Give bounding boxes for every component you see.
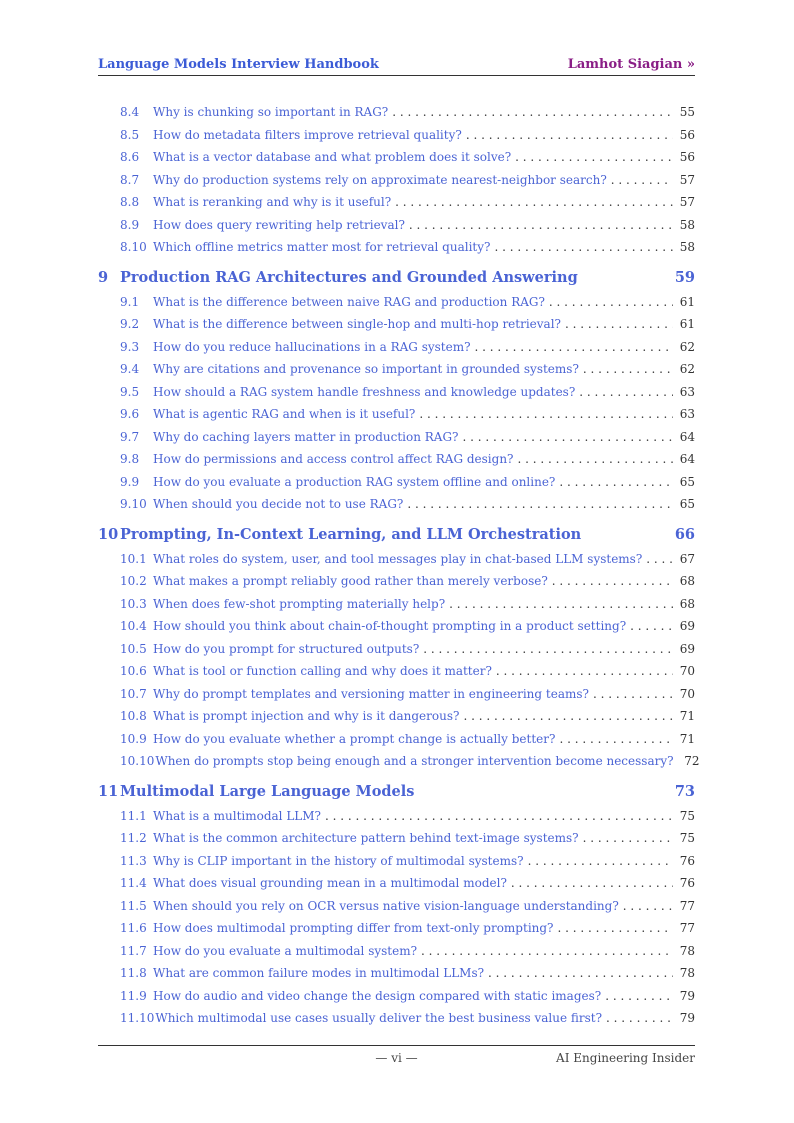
toc-entry-number: 11.2 [120, 831, 147, 845]
toc-entry-number: 11.4 [120, 876, 147, 890]
dot-leader [558, 917, 674, 940]
toc-entry-title[interactable]: What is a multimodal LLM? [153, 808, 321, 823]
toc-entry-number: 9.3 [120, 339, 140, 354]
toc-entry-title[interactable]: How should a RAG system handle freshness and knowledge updates? [153, 384, 576, 399]
dot-leader [528, 850, 673, 873]
toc-entry-number: 11.6 [120, 921, 147, 935]
toc-entry-number: 8.6 [120, 150, 140, 164]
toc-entry-title[interactable]: Why do prompt templates and versioning matter in engineering teams? [153, 686, 589, 701]
dot-leader [421, 940, 673, 963]
toc-entry[interactable] [98, 236, 695, 259]
toc-entry-page[interactable]: 71 [679, 709, 695, 723]
toc-entry-title[interactable]: What is agentic RAG and when is it useful? [153, 407, 416, 421]
toc-entry-page[interactable]: 69 [679, 619, 695, 633]
toc-chapter-number: 10 [98, 525, 119, 543]
toc-entry-number: 11.10 [120, 1011, 155, 1025]
toc-entry[interactable] [98, 705, 695, 728]
toc-entry-number: 9.6 [120, 407, 140, 421]
toc-entry-title[interactable]: What roles do system, user, and tool messages play in chat-based LLM systems? [153, 551, 643, 566]
toc-entry-title[interactable]: How do you prompt for structured outputs? [153, 641, 420, 656]
running-footer [98, 1045, 695, 1070]
toc-entry-number: 9.10 [120, 497, 147, 511]
toc-entry[interactable] [98, 895, 695, 918]
toc-entry[interactable] [98, 403, 695, 426]
toc-entry-page[interactable]: 58 [679, 240, 695, 254]
toc-entry[interactable] [98, 101, 695, 124]
toc-entry-title[interactable]: Which offline metrics matter most for retrieval quality? [153, 240, 491, 254]
toc-entry-title[interactable]: What is the common architecture pattern behind text-image systems? [153, 831, 579, 845]
toc-entry-page[interactable]: 75 [679, 831, 695, 845]
toc-entry-number: 10.7 [120, 686, 147, 701]
toc-entry-title[interactable]: When should you decide not to use RAG? [153, 497, 404, 511]
dot-leader [475, 336, 673, 359]
toc-entry-page[interactable]: 64 [679, 429, 695, 444]
toc-entry-page[interactable]: 71 [679, 731, 695, 746]
toc-entry[interactable] [98, 471, 695, 494]
dot-leader [325, 805, 673, 828]
toc-entry[interactable] [98, 191, 695, 214]
dot-leader [409, 214, 673, 237]
toc-entry-number: 10.2 [120, 574, 147, 588]
toc-entry-number: 8.4 [120, 105, 140, 119]
toc-entry-page[interactable]: 65 [679, 474, 695, 489]
toc-entry-number: 9.1 [120, 294, 140, 309]
dot-leader [494, 236, 673, 259]
toc-entry[interactable] [98, 850, 695, 873]
footer-series-name: AI Engineering Insider [556, 1051, 695, 1065]
toc-entry-number: 11.3 [120, 853, 147, 868]
dot-leader [449, 593, 673, 616]
toc-entry[interactable] [98, 448, 695, 471]
book-title-link[interactable]: Language Models Interview Handbook [98, 57, 379, 72]
toc-entry[interactable] [98, 169, 695, 192]
toc-entry[interactable] [98, 313, 695, 336]
toc-entry-number: 8.5 [120, 127, 140, 142]
toc-entry-title[interactable]: What is a vector database and what problem does it solve? [153, 150, 512, 164]
dot-leader [462, 426, 673, 449]
dot-leader [419, 403, 673, 426]
toc-entry-number: 9.9 [120, 474, 140, 489]
toc-entry-page[interactable]: 55 [679, 105, 695, 119]
toc-entry-title[interactable]: How do you evaluate a multimodal system? [153, 943, 418, 958]
toc-entry[interactable] [98, 827, 695, 850]
toc-entry[interactable] [98, 124, 695, 147]
toc-entry-page[interactable]: 68 [679, 596, 695, 611]
dot-leader [623, 895, 673, 918]
dot-leader [646, 548, 673, 571]
dot-leader [605, 985, 673, 1008]
toc-entry-number: 8.7 [120, 172, 140, 187]
dot-leader [583, 827, 673, 850]
dot-leader [583, 358, 673, 381]
toc-entry-number: 10.5 [120, 641, 147, 656]
toc-entry-page[interactable]: 70 [679, 686, 695, 701]
toc-entry[interactable] [98, 985, 695, 1008]
toc-entry[interactable] [98, 336, 695, 359]
toc-entry[interactable] [98, 728, 695, 751]
toc-entry-number: 9.2 [120, 317, 140, 331]
toc-entry-title[interactable]: How should you think about chain-of-thought prompting in a product setting? [153, 619, 627, 633]
toc-entry-page[interactable]: 62 [679, 339, 695, 354]
toc-entry-page[interactable]: 70 [679, 664, 695, 678]
toc-entry-number: 10.6 [120, 664, 147, 678]
dot-leader [565, 313, 673, 336]
toc-entry-number: 11.5 [120, 898, 147, 913]
toc-entry-page[interactable]: 62 [679, 362, 695, 376]
toc-entry-page[interactable]: 78 [679, 966, 695, 980]
toc-entry-number: 11.7 [120, 943, 147, 958]
table-of-contents [98, 101, 700, 1030]
toc-entry-title[interactable]: When does few-shot prompting materially help? [153, 596, 446, 611]
dot-leader [488, 962, 673, 985]
dot-leader [407, 493, 673, 516]
toc-entry-title[interactable]: Why do production systems rely on approximate nearest-neighbor search? [153, 172, 607, 187]
toc-entry-title[interactable]: Which multimodal use cases usually deliver the best business value first? [155, 1011, 603, 1025]
toc-entry-page[interactable]: 57 [679, 195, 695, 209]
toc-entry-page[interactable]: 76 [679, 876, 695, 890]
toc-chapter-title[interactable]: Multimodal Large Language Models [120, 782, 415, 800]
toc-entry[interactable] [98, 1007, 695, 1030]
toc-entry-page[interactable]: 65 [679, 497, 695, 511]
toc-entry[interactable] [98, 570, 695, 593]
toc-entry-page[interactable]: 79 [679, 1011, 695, 1025]
toc-entry-page[interactable]: 79 [679, 988, 695, 1003]
toc-entry[interactable] [98, 548, 695, 571]
dot-leader [579, 381, 673, 404]
toc-entry-title[interactable]: When should you rely on OCR versus native vision-language understanding? [153, 898, 619, 913]
toc-entry-title[interactable]: How do metadata filters improve retrieval quality? [153, 127, 462, 142]
toc-entry-title[interactable]: What does visual grounding mean in a multimodal model? [153, 876, 507, 890]
dot-leader [395, 191, 673, 214]
running-header [98, 57, 695, 76]
toc-entry-title[interactable]: How do you reduce hallucinations in a RAG system? [153, 339, 471, 354]
toc-chapter-page[interactable]: 59 [674, 268, 695, 286]
toc-entry[interactable] [98, 940, 695, 963]
toc-entry-page[interactable]: 63 [679, 384, 695, 399]
toc-chapter-page[interactable]: 73 [674, 782, 695, 800]
toc-entry-number: 11.8 [120, 966, 147, 980]
toc-entry-number: 10.1 [120, 551, 147, 566]
toc-chapter-number: 9 [98, 268, 109, 286]
toc-entry-page[interactable]: 64 [679, 452, 695, 466]
toc-entry-page[interactable]: 76 [679, 853, 695, 868]
toc-entry-number: 11.9 [120, 988, 147, 1003]
dot-leader [515, 146, 673, 169]
toc-entry-title[interactable]: How do audio and video change the design compared with static images? [153, 988, 602, 1003]
toc-entry[interactable] [98, 805, 695, 828]
toc-entry-title[interactable]: Why do caching layers matter in production RAG? [153, 429, 459, 444]
dot-leader [559, 728, 673, 751]
toc-entry-number: 9.5 [120, 384, 140, 399]
toc-entry-number: 10.10 [120, 754, 155, 768]
toc-entry[interactable] [98, 660, 695, 683]
toc-entry-title[interactable]: What is reranking and why is it useful? [153, 195, 392, 209]
toc-entry-page[interactable]: 67 [679, 551, 695, 566]
toc-entry-title[interactable]: What is tool or function calling and why does it matter? [153, 664, 492, 678]
toc-entry-page[interactable]: 77 [679, 898, 695, 913]
toc-entry-page[interactable]: 68 [679, 574, 695, 588]
dot-leader [466, 124, 673, 147]
toc-entry[interactable] [98, 493, 695, 516]
toc-entry-page[interactable]: 69 [679, 641, 695, 656]
toc-entry[interactable] [98, 683, 695, 706]
toc-entry-title[interactable]: What are common failure modes in multimodal LLMs? [153, 966, 485, 980]
toc-entry-title[interactable]: What is prompt injection and why is it dangerous? [153, 709, 460, 723]
toc-entry-page[interactable]: 72 [684, 754, 700, 768]
toc-entry[interactable] [98, 615, 695, 638]
toc-entry-page[interactable]: 63 [679, 407, 695, 421]
toc-entry-page[interactable]: 77 [679, 921, 695, 935]
toc-entry-number: 11.1 [120, 808, 147, 823]
toc-entry[interactable] [98, 214, 695, 237]
toc-entry-title[interactable]: How do you evaluate whether a prompt change is actually better? [153, 731, 556, 746]
dot-leader [518, 448, 674, 471]
toc-chapter-title[interactable]: Production RAG Architectures and Grounded Answering [120, 268, 578, 286]
toc-entry-title[interactable]: When do prompts stop being enough and a stronger intervention become necessary? [155, 754, 674, 768]
toc-entry-page[interactable]: 78 [679, 943, 695, 958]
toc-entry-number: 10.3 [120, 596, 147, 611]
toc-entry-title[interactable]: How does query rewriting help retrieval? [153, 217, 405, 232]
toc-entry-number: 8.8 [120, 195, 140, 209]
toc-entry-title[interactable]: How do permissions and access control affect RAG design? [153, 452, 514, 466]
toc-entry[interactable] [98, 750, 700, 773]
dot-leader [593, 683, 673, 706]
toc-entry[interactable] [98, 638, 695, 661]
toc-entry-title[interactable]: What is the difference between naive RAG and production RAG? [153, 294, 545, 309]
toc-chapter-number: 11 [98, 782, 119, 800]
dot-leader [549, 291, 673, 314]
dot-leader [511, 872, 673, 895]
toc-entry-number: 8.9 [120, 217, 140, 232]
toc-entry-page[interactable]: 61 [679, 294, 695, 309]
dot-leader [392, 101, 673, 124]
author-link[interactable]: Lamhot Siagian » [567, 57, 695, 72]
toc-chapter-title[interactable]: Prompting, In-Context Learning, and LLM Orchestration [120, 525, 582, 543]
dot-leader [463, 705, 673, 728]
toc-entry-title[interactable]: What is the difference between single-hop and multi-hop retrieval? [153, 317, 561, 331]
toc-entry-title[interactable]: Why is CLIP important in the history of multimodal systems? [153, 853, 524, 868]
toc-entry-page[interactable]: 58 [679, 217, 695, 232]
toc-entry-title[interactable]: How do you evaluate a production RAG system offline and online? [153, 474, 556, 489]
toc-entry-number: 9.4 [120, 362, 140, 376]
page [98, 0, 700, 1123]
toc-chapter[interactable] [98, 264, 695, 291]
dot-leader [559, 471, 673, 494]
toc-entry-title[interactable]: What makes a prompt reliably good rather than merely verbose? [153, 574, 548, 588]
dot-leader [423, 638, 673, 661]
page-number-label: — vi — [375, 1051, 418, 1065]
toc-entry[interactable] [98, 146, 695, 169]
toc-entry-title[interactable]: How does multimodal prompting differ from text-only prompting? [153, 921, 554, 935]
toc-entry-number: 8.10 [120, 240, 147, 254]
toc-entry-page[interactable]: 61 [679, 317, 695, 331]
toc-entry-title[interactable]: Why are citations and provenance so important in grounded systems? [153, 362, 579, 376]
toc-entry[interactable] [98, 291, 695, 314]
toc-entry-page[interactable]: 56 [679, 127, 695, 142]
dot-leader [606, 1007, 673, 1030]
toc-entry-number: 10.4 [120, 619, 147, 633]
dot-leader [630, 615, 673, 638]
toc-entry-page[interactable]: 56 [679, 150, 695, 164]
toc-chapter[interactable] [98, 778, 695, 805]
toc-entry[interactable] [98, 593, 695, 616]
toc-chapter-page[interactable]: 66 [674, 525, 695, 543]
dot-leader [552, 570, 673, 593]
dot-leader [611, 169, 673, 192]
toc-entry-number: 9.8 [120, 452, 140, 466]
toc-entry[interactable] [98, 426, 695, 449]
toc-entry-page[interactable]: 75 [679, 808, 695, 823]
toc-entry[interactable] [98, 917, 695, 940]
toc-entry-number: 9.7 [120, 429, 140, 444]
toc-entry-number: 10.9 [120, 731, 147, 746]
toc-entry-title[interactable]: Why is chunking so important in RAG? [153, 105, 389, 119]
toc-entry[interactable] [98, 381, 695, 404]
toc-entry-number: 10.8 [120, 709, 147, 723]
toc-chapter[interactable] [98, 521, 695, 548]
toc-entry[interactable] [98, 872, 695, 895]
toc-entry[interactable] [98, 962, 695, 985]
toc-entry-page[interactable]: 57 [679, 172, 695, 187]
dot-leader [496, 660, 673, 683]
toc-entry[interactable] [98, 358, 695, 381]
